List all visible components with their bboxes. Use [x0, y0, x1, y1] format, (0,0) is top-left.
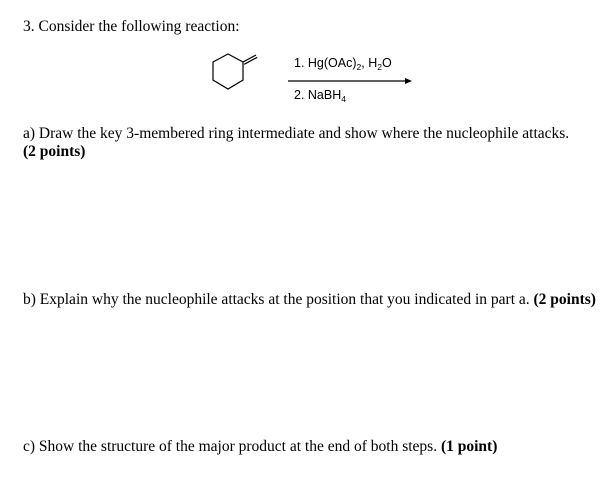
reagent-water-h: , H: [361, 56, 378, 70]
part-a-points: (2 points): [23, 143, 86, 160]
reagent-hg-oac-subscript: 2: [356, 62, 362, 72]
reagent-step-1: [294, 56, 392, 70]
reaction-scheme: [206, 48, 426, 108]
part-c-points: (1 point): [440, 438, 498, 455]
part-c-text: c) Show the structure of the major product at the end of both steps.: [23, 438, 438, 455]
reagent-step-2: [294, 88, 346, 102]
part-a-text: a) Draw the key 3-membered ring intermediate and show where the nucleophile attacks.: [23, 125, 570, 142]
reagent-water-subscript: 2: [377, 62, 382, 72]
reagent-nabh-subscript: 4: [341, 94, 346, 104]
methylenecyclohexane-structure-icon: [206, 48, 276, 100]
part-c-question: [23, 438, 598, 456]
part-b-question: [23, 291, 598, 309]
reagent-nabh: 2. NaBH: [294, 88, 342, 102]
part-a-question: [23, 125, 598, 161]
reaction-arrow-icon: [288, 77, 413, 85]
reagent-hg-oac: 1. Hg(OAc): [294, 56, 357, 70]
part-b-text: b) Explain why the nucleophile attacks at the position that you indicated in part a.: [23, 291, 530, 308]
part-b-points: (2 points): [533, 291, 596, 308]
question-title: 3. Consider the following reaction:: [23, 18, 240, 35]
reagent-water-o: O: [381, 56, 392, 70]
